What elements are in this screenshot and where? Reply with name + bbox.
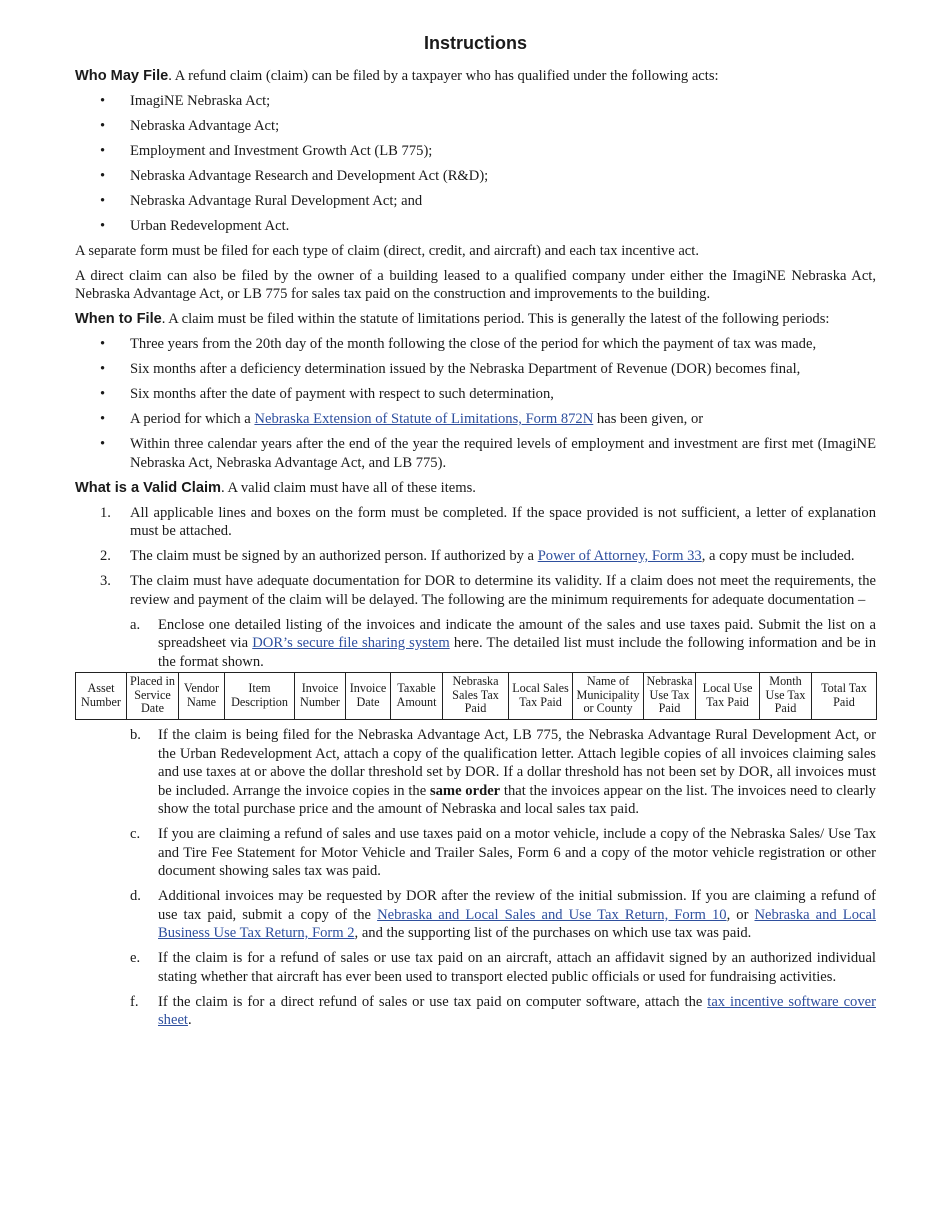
- list-item: [130, 616, 876, 672]
- direct-claim-paragraph: A direct claim can also be filed by the owner of a building leased to a qualified company under either the ImagiNE Nebraska Act, Nebraska Advantage Act, or LB 775 for sales tax paid on the construction and improvements to the building.: [75, 267, 876, 302]
- bullet-icon: •: [100, 336, 106, 352]
- list-item: [130, 993, 876, 1030]
- who-may-file-paragraph: [75, 67, 876, 86]
- list-item: [75, 335, 876, 354]
- list-item: [75, 142, 876, 161]
- table-header-cell: Taxable Amount: [391, 672, 443, 719]
- qualifying-acts-list: [75, 92, 876, 236]
- list-item-text: Three years from the 20th day of the month following the close of the period for which the payment of tax was made,: [130, 336, 817, 352]
- list-marker: b.: [130, 727, 141, 743]
- table-header-cell: Month Use Tax Paid: [760, 672, 812, 719]
- list-item: [75, 192, 876, 211]
- who-may-file-intro: . A refund claim (claim) can be filed by a taxpayer who has qualified under the following acts:: [168, 67, 719, 84]
- list-item: [75, 167, 876, 186]
- table-header-cell: Local Sales Tax Paid: [509, 672, 573, 719]
- list-item: [130, 887, 876, 943]
- list-item: [75, 385, 876, 404]
- table-header-cell: Invoice Date: [346, 672, 391, 719]
- list-item: [75, 435, 876, 472]
- list-item-text: A period for which a: [130, 411, 255, 427]
- list-item: [75, 504, 876, 541]
- table-header-cell: Invoice Number: [295, 672, 346, 719]
- table-row: [76, 672, 877, 719]
- list-item: [130, 949, 876, 986]
- invoice-format-table-wrapper: [75, 672, 876, 720]
- form-10-link[interactable]: Nebraska and Local Sales and Use Tax Return, Form 10: [377, 906, 727, 923]
- list-item: [75, 217, 876, 236]
- table-header-cell: Name of Municipality or County: [573, 672, 644, 719]
- list-marker: f.: [130, 993, 139, 1010]
- list-item-text: The claim must be signed by an authorized person. If authorized by a: [130, 548, 538, 564]
- separate-form-paragraph: A separate form must be filed for each type of claim (direct, credit, and aircraft) and each tax incentive act.: [75, 242, 699, 259]
- list-item: [130, 825, 876, 881]
- list-marker: 1.: [100, 504, 111, 521]
- list-item-text: ImagiNE Nebraska Act;: [130, 92, 271, 109]
- list-item-text: If the claim is for a refund of sales or use tax paid on an aircraft, attach an affidavit signed by an authorized individual stating whether that aircraft has ever been used to transport elected public officials or used for fundraising activities.: [158, 950, 876, 985]
- table-header-cell: Item Description: [225, 672, 295, 719]
- list-item: [75, 572, 876, 1030]
- bullet-icon: •: [100, 411, 106, 427]
- form-33-link[interactable]: Power of Attorney, Form 33: [537, 548, 702, 564]
- list-marker: 3.: [100, 573, 111, 589]
- list-item-text: The claim must have adequate documentation for DOR to determine its validity. If a claim does not meet the requirements, the review and payment of the claim will be delayed. The following are the minimum requirements for adequate documentation –: [130, 573, 876, 608]
- valid-claim-paragraph: [75, 479, 876, 498]
- list-item-text: Nebraska Advantage Research and Development Act (R&D);: [130, 167, 489, 184]
- list-marker: a.: [130, 616, 141, 633]
- list-item-text: Enclose one detailed listing of the invoices and indicate the amount of the sales and use taxes paid. Submit the list on a spreadsheet via: [158, 616, 876, 651]
- instructions-page: [75, 30, 876, 1036]
- list-item-text: Within three calendar years after the end of the year the required levels of employment and investment are first met (ImagiNE Nebraska Act, Nebraska Advantage Act, and LB 775).: [130, 436, 876, 471]
- list-item-text: Additional invoices may be requested by DOR after the review of the initial submission. If you are claiming a refund of use tax paid, submit a copy of the: [158, 888, 876, 923]
- list-item-text: Urban Redevelopment Act.: [130, 217, 290, 234]
- bullet-icon: •: [100, 192, 106, 209]
- list-marker: d.: [130, 888, 141, 904]
- who-may-file-heading: Who May File: [75, 67, 169, 84]
- when-to-file-paragraph: [75, 310, 876, 329]
- list-item-text: here. The detailed list must include the following information and be in the format shown.: [158, 635, 876, 670]
- valid-claim-intro: . A valid claim must have all of these items.: [220, 479, 476, 496]
- list-item-text: If the claim is being filed for the Nebraska Advantage Act, LB 775, the Nebraska Advantage Rural Development Act, or the Urban Redevelopment Act, attach a copy of the qualification letter. Attach legible copies of all invoices claiming sales and use taxes at or above the dollar threshold set by DOR. If a dollar threshold has not been set by DOR, all invoices must be included. Arrange the invoice copies in the: [158, 727, 876, 799]
- list-item: [75, 410, 876, 429]
- list-item-text: Employment and Investment Growth Act (LB 775);: [130, 142, 433, 159]
- list-item: [75, 117, 876, 136]
- list-item-text: Nebraska Advantage Act;: [130, 117, 280, 134]
- list-item: [75, 547, 876, 566]
- limitation-periods-list: [75, 335, 876, 472]
- list-item-text: Six months after a deficiency determination issued by the Nebraska Department of Revenue (DOR) becomes final,: [130, 361, 801, 377]
- list-marker: 2.: [100, 548, 111, 564]
- bullet-icon: •: [100, 142, 106, 159]
- bullet-icon: •: [100, 361, 106, 377]
- form-2-link[interactable]: Nebraska and Local Business Use Tax Return, Form 2: [158, 906, 876, 941]
- list-item-text: All applicable lines and boxes on the form must be completed. If the space provided is not sufficient, a letter of explanation must be attached.: [130, 504, 876, 539]
- table-header-cell: Nebraska Use Tax Paid: [644, 672, 696, 719]
- table-header-cell: Asset Number: [76, 672, 127, 719]
- file-sharing-link[interactable]: DOR’s secure file sharing system: [252, 635, 450, 651]
- list-item-text: Nebraska Advantage Rural Development Act; and: [130, 192, 423, 209]
- bullet-icon: •: [100, 167, 106, 184]
- list-item-text: that the invoices appear on the list. The invoices need to clearly show the total purchase price and the amount of Nebraska and local sales tax paid.: [158, 782, 876, 817]
- software-cover-sheet-link[interactable]: tax incentive software cover sheet: [158, 993, 876, 1028]
- list-item-text: Six months after the date of payment with respect to such determination,: [130, 386, 554, 402]
- page-title: Instructions: [423, 33, 527, 53]
- table-header-cell: Nebraska Sales Tax Paid: [443, 672, 509, 719]
- table-header-cell: Placed in Service Date: [127, 672, 179, 719]
- documentation-requirements-list: [130, 616, 876, 672]
- list-item-text: If you are claiming a refund of sales and use taxes paid on a motor vehicle, include a copy of the Nebraska Sales/ Use Tax and Tire Fee Statement for Motor Vehicle and Trailer Sales, Form 6 and a copy of the motor vehicle registration or other document showing sales tax was paid.: [158, 826, 876, 879]
- bullet-icon: •: [100, 92, 106, 109]
- list-item-text: If the claim is for a direct refund of sales or use tax paid on computer software, attach the: [158, 993, 708, 1010]
- bullet-icon: •: [100, 117, 106, 134]
- list-item-text: .: [188, 1012, 192, 1028]
- invoice-format-table: [75, 672, 877, 720]
- documentation-requirements-list-continued: [130, 726, 876, 1030]
- list-item-text: , and the supporting list of the purchases on which use tax was paid.: [354, 925, 752, 941]
- bullet-icon: •: [100, 217, 106, 234]
- bullet-icon: •: [100, 386, 106, 402]
- same-order-emphasis: same order: [429, 782, 501, 799]
- table-header-cell: Local Use Tax Paid: [696, 672, 760, 719]
- table-header-cell: Vendor Name: [179, 672, 225, 719]
- table-header-cell: Total Tax Paid: [812, 672, 877, 719]
- form-872n-link[interactable]: Nebraska Extension of Statute of Limitations, Form 872N: [254, 411, 594, 427]
- when-to-file-heading: When to File: [75, 311, 162, 327]
- bullet-icon: •: [100, 436, 106, 452]
- list-item-text: , a copy must be included.: [701, 548, 855, 564]
- list-marker: c.: [130, 826, 141, 842]
- list-item: [75, 92, 876, 111]
- list-marker: e.: [130, 950, 141, 966]
- valid-claim-requirements-list: [75, 504, 876, 1030]
- list-item-text: , or: [726, 906, 755, 923]
- list-item: [75, 360, 876, 379]
- when-to-file-intro: . A claim must be filed within the statute of limitations period. This is generally the latest of the following periods:: [161, 311, 830, 327]
- list-item: [130, 726, 876, 819]
- valid-claim-heading: What is a Valid Claim: [75, 479, 221, 496]
- list-item-text: has been given, or: [593, 411, 704, 427]
